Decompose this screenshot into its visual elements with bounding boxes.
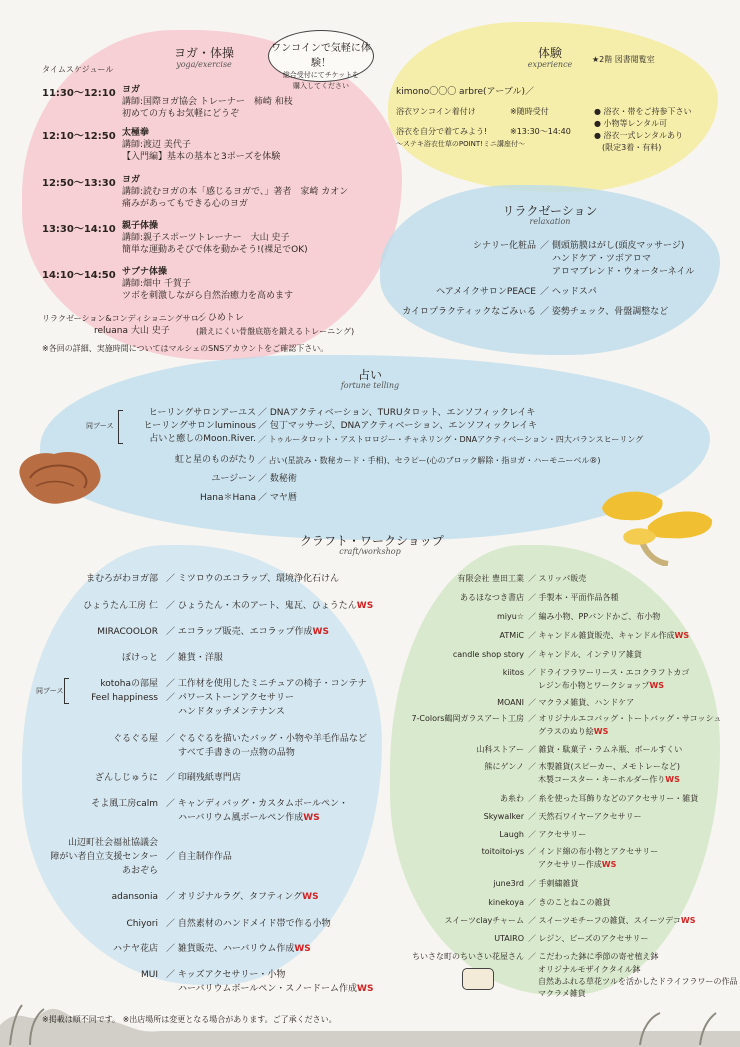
craft-vendor-name: adansonia	[111, 892, 158, 902]
yoga-line2: 【入門編】基本の基本と3ポーズを体験	[122, 152, 281, 162]
craft-desc-text: ／ こだわった鉢に季節の寄せ植え鉢	[528, 952, 659, 961]
craft-desc-text: すべて手書きの一点物の品物	[178, 748, 295, 758]
craft-vendor-name: candle shop story	[452, 650, 524, 659]
workshop-badge: WS	[649, 681, 665, 690]
craft-vendor-desc	[166, 918, 331, 930]
yoga-time: 12:10～12:50	[42, 131, 116, 142]
craft-desc-text: ／ 雑貨・駄菓子・ラムネ瓶、ボールすくい	[528, 745, 683, 754]
craft-vendor-name: ひょうたん工房 仁	[83, 601, 158, 611]
yoga-line2: 簡単な運動あそびで体を動かそう!(裸足でOK)	[122, 245, 308, 255]
craft-vendor-name: そよ風工房calm	[91, 799, 158, 809]
craft-vendor-desc	[528, 915, 695, 926]
experience-subtitle: experience	[527, 60, 573, 69]
craft-vendor-name: まむろがわヨガ部	[85, 574, 158, 584]
brown-mushroom-illustration	[14, 446, 106, 512]
fortune-name: ヒーリングサロンアーユス	[148, 408, 256, 418]
craft-vendor-name: ぽけっと	[121, 653, 158, 663]
craft-vendor-desc	[528, 761, 680, 772]
craft-vendor-desc	[166, 943, 311, 955]
craft-vendor-desc	[528, 573, 586, 584]
yoga-name: ヨガ	[122, 175, 141, 185]
workshop-badge: WS	[680, 916, 696, 925]
relaxation-name: カイロプラクティックなごみぃる	[402, 307, 536, 317]
craft-vendor-name: kiitos	[502, 668, 524, 677]
fortune-name: ヒーリングサロンluminous	[143, 421, 256, 431]
craft-vendor-desc	[166, 678, 367, 690]
yoga-name: サブナ体操	[122, 267, 168, 277]
yoga-line1: 講師:国際ヨガ協会 トレーナー 柿崎 和枝	[122, 97, 293, 107]
fortune-desc: ／ トゥルータロット・アストロロジー・チャネリング・DNAアクティベーション・四大バランスヒーリング	[258, 435, 644, 444]
workshop-badge: WS	[593, 727, 609, 736]
craft-desc-text: ／ 編み小物、PPバンドかご、布小物	[528, 612, 661, 621]
craft-desc-text: レジン布小物とワークショップ	[538, 681, 650, 690]
craft-vendor-name: ちいさな町のちいさい花屋さん	[412, 952, 524, 961]
craft-desc-text: ／ 自主制作作品	[166, 852, 232, 862]
craft-desc-text: グラスのぬり絵	[538, 727, 594, 736]
craft-desc-text: ／ 自然素材のハンドメイド帯で作る小物	[166, 919, 331, 929]
craft-vendor-desc	[166, 626, 329, 638]
craft-desc-text: ／ ドライフラワーリース・エコクラフトカゴ	[528, 668, 690, 677]
craft-vendor-desc	[178, 747, 295, 759]
craft-vendor-desc	[166, 600, 373, 612]
craft-vendor-name: ぐるぐる屋	[112, 734, 158, 744]
fortune-desc: ／ DNAアクティベーション、TURUタロット、エンソフィックレイキ	[258, 408, 536, 418]
craft-vendor-name: 山辺町社会福祉協議会	[67, 838, 158, 848]
craft-desc-text: ／ 雑貨・洋服	[166, 653, 223, 663]
craft-vendor-name: あるほなつき書店	[460, 593, 524, 602]
craft-desc-text: ハーバリウム風ボールペン作成	[178, 813, 304, 823]
craft-vendor-desc	[528, 811, 642, 822]
relax-salon-item: ／ ひめトレ	[196, 313, 244, 323]
craft-vendor-name: ハナヤ花店	[112, 944, 158, 954]
yoga-name: 太極拳	[122, 128, 150, 138]
experience-title: 体験	[537, 46, 562, 60]
craft-vendor-name: 熊にゲンノ	[484, 762, 524, 771]
craft-vendor-name: ざんしじゅうに	[94, 773, 158, 783]
craft-desc-text: ／ パワーストーンアクセサリー	[166, 693, 294, 703]
craft-desc-text: 木製コースター・キーホルダー作り	[538, 775, 666, 784]
craft-subtitle: craft/workshop	[339, 547, 401, 556]
fortune-desc: ／ マヤ暦	[258, 493, 297, 503]
craft-desc-text: ／ 天然石ワイヤーアクセサリー	[528, 812, 642, 821]
craft-vendor-name: Chiyori	[126, 919, 158, 929]
craft-desc-text: ／ 雑貨販売、ハーバリウム作成	[166, 944, 295, 954]
craft-vendor-desc	[178, 706, 285, 718]
craft-desc-text: マクラメ雑貨	[538, 989, 586, 998]
yoga-line1: 講師:読むヨガの本「感じるヨガで、」著者 家崎 カオン	[122, 187, 349, 197]
craft-desc-text: ／ 手製本・平面作品各種	[528, 593, 619, 602]
craft-desc-text: ／ キャンドル、インテリア雑貨	[528, 650, 642, 659]
craft-desc-text: ／ 手刺繍雑貨	[528, 879, 579, 888]
yoga-title: ヨガ・体操	[173, 46, 234, 60]
relax-salon-note: (鍛えにくい骨盤底筋を鍛えるトレーニング)	[196, 327, 355, 336]
craft-vendor-desc	[528, 793, 698, 804]
craft-desc-text: ／ 印刷残紙専門店	[166, 773, 241, 783]
yoga-time: 11:30～12:10	[42, 88, 116, 99]
craft-same-booth: 同ブース	[36, 687, 64, 695]
yoga-line2: 痛みがあってもできる心のヨガ	[122, 199, 248, 209]
fortune-name: 占いと癒しのMoon.River.	[149, 434, 256, 444]
craft-desc-text: ／ 糸を使った耳飾りなどのアクセサリー・雑貨	[528, 794, 699, 803]
fortune-title: 占い	[357, 368, 382, 382]
craft-desc-text: 自然あふれる草花ツルを活かしたドライフラワーの作品	[538, 977, 738, 986]
craft-desc-text: ／ インド綿の布小物とアクセサリー	[528, 847, 659, 856]
craft-vendor-name: あ糸わ	[500, 794, 524, 803]
craft-vendor-name: Skywalker	[483, 812, 524, 821]
relaxation-desc: ／ ヘッドスパ	[540, 287, 597, 297]
yoga-line1: 講師:畑中 千賀子	[122, 279, 191, 289]
yoga-name: ヨガ	[122, 85, 141, 95]
workshop-badge: WS	[665, 775, 680, 784]
bubble-sub-text-2: 購入してください	[293, 82, 349, 90]
craft-vendor-name: ATMiC	[499, 631, 524, 640]
relaxation-desc: ハンドケア・ツボアロマ	[552, 254, 651, 264]
craft-vendor-desc	[538, 859, 616, 870]
craft-vendor-desc	[538, 988, 586, 999]
experience-row1-right: ※随時受付	[510, 107, 549, 116]
craft-desc-text: ／ オリジナルエコバッグ・トートバッグ・サコッシュ	[528, 714, 722, 723]
craft-desc-text: オリジナルモザイクタイル鉢	[538, 965, 641, 974]
experience-note: ● 小物等レンタル可	[594, 119, 668, 128]
workshop-badge: WS	[357, 984, 374, 994]
craft-vendor-name: 山科ストアー	[476, 745, 524, 754]
craft-vendor-name: あおぞら	[121, 866, 158, 876]
workshop-badge: WS	[674, 631, 690, 640]
fortune-desc: ／ 占い(星読み・数秘カード・手相)、セラピー(心のブロック解除・指ヨガ・ハーモニーベル®)	[258, 456, 601, 465]
craft-vendor-desc	[166, 733, 367, 745]
bubble-main-text: ワンコインで気軽に体験！	[271, 43, 371, 69]
craft-desc-text: ／ キャンドル雑貨販売、キャンドル作成	[528, 631, 675, 640]
experience-row1-left: 浴衣ワンコイン着付け	[396, 107, 476, 116]
craft-title: クラフト・ワークショップ	[300, 534, 444, 548]
craft-desc-text: ／ エコラップ販売、エコラップ作成	[166, 627, 313, 637]
craft-vendor-desc	[528, 713, 721, 724]
craft-vendor-name: 7-Colors鶴岡ガラスアート工房	[411, 714, 524, 723]
craft-vendor-desc	[166, 652, 223, 664]
craft-vendor-name: 有限会社 豊田工業	[457, 574, 524, 583]
craft-vendor-name: MUI	[140, 970, 158, 980]
workshop-badge: WS	[302, 892, 319, 902]
relaxation-name: ヘアメイクサロンPEACE	[436, 287, 536, 297]
craft-vendor-name: Laugh	[499, 830, 524, 839]
craft-desc-text: ／ アクセサリー	[528, 830, 587, 839]
craft-vendor-desc	[538, 726, 608, 737]
time-schedule-label: タイムスケジュール	[42, 65, 114, 74]
craft-vendor-desc	[528, 829, 586, 840]
craft-desc-text: ハーバリウムボールペン・スノードーム作成	[178, 984, 358, 994]
craft-desc-text: ／ スイーツモチーフの雑貨、スイーツデコ	[528, 916, 681, 925]
craft-vendor-desc	[528, 878, 579, 889]
craft-vendor-desc	[528, 630, 689, 641]
craft-vendor-desc	[166, 851, 232, 863]
workshop-badge: WS	[312, 627, 329, 637]
signboard-illustration	[462, 968, 494, 990]
craft-vendor-desc	[166, 798, 348, 810]
craft-vendor-desc	[528, 649, 642, 660]
craft-vendor-name: kinekoya	[488, 898, 524, 907]
relax-salon-label: リラクゼーション&コンディショニングサロン	[42, 314, 207, 323]
experience-row2-sub: ～ステキ浴衣仕草のPOINT!ミニ講座付～	[396, 140, 525, 148]
craft-vendor-desc	[528, 897, 611, 908]
craft-desc-text: ／ レジン、ビーズのアクセサリー	[528, 934, 649, 943]
craft-vendor-desc	[528, 933, 649, 944]
craft-vendor-name: スイーツclayチャーム	[444, 916, 524, 925]
experience-row2-right: ※13:30～14:40	[510, 127, 571, 136]
craft-vendor-desc	[538, 680, 664, 691]
craft-desc-text: ／ ミツロウのエコラップ、環境浄化石けん	[166, 574, 339, 584]
craft-desc-text: ／ きのことねこの雑貨	[528, 898, 611, 907]
one-coin-bubble	[268, 30, 374, 90]
craft-vendor-desc	[166, 573, 339, 585]
fortune-desc: ／ 数秘術	[258, 474, 297, 484]
craft-vendor-desc	[528, 697, 634, 708]
craft-desc-text: ／ ぐるぐるを描いたバッグ・小物や羊毛作品など	[166, 734, 367, 744]
craft-vendor-desc	[178, 983, 373, 995]
craft-vendor-desc	[528, 744, 682, 755]
craft-vendor-desc	[166, 772, 241, 784]
craft-vendor-name: 障がい者自立支援センター	[50, 852, 158, 862]
footer-note: ※掲載は順不同です。 ※出店場所は変更となる場合があります。ご了承ください。	[42, 1015, 337, 1024]
craft-vendor-desc	[166, 891, 319, 903]
relaxation-desc: アロマブレンド・ウォーターネイル	[552, 267, 695, 277]
yoga-time: 13:30～14:10	[42, 224, 116, 235]
craft-vendor-name: MOANI	[497, 698, 524, 707]
craft-desc-text: ／ キャンディバッグ・カスタムボールペン・	[166, 799, 348, 809]
yoga-line1: 講師:親子スポーツトレーナー 大山 史子	[122, 233, 290, 243]
craft-vendor-desc	[528, 951, 658, 962]
craft-vendor-desc	[166, 692, 294, 704]
fortune-name: Hana＊Hana	[199, 493, 256, 503]
craft-vendor-desc	[178, 812, 320, 824]
experience-note: ● 浴衣・帯をご持参下さい	[594, 107, 692, 116]
craft-vendor-name: UTAIRO	[494, 934, 524, 943]
fortune-name: 虹と星のものがたり	[174, 455, 256, 465]
workshop-badge: WS	[356, 601, 374, 611]
craft-vendor-name: toitoitoi-ys	[481, 847, 524, 856]
craft-vendor-desc	[528, 611, 660, 622]
relaxation-subtitle: relaxation	[529, 217, 571, 226]
craft-desc-text: ／ 工作材を使用したミニチュアの椅子・コンテナ	[166, 679, 367, 689]
yoga-footnote: ※各回の詳細、実施時間についてはマルシェのSNSアカウントをご確認下さい。	[42, 344, 329, 353]
yellow-mushroom-illustration	[598, 486, 718, 566]
craft-vendor-desc	[528, 592, 619, 603]
craft-vendor-desc	[166, 969, 285, 981]
craft-vendor-name: kotohaの部屋	[100, 679, 158, 689]
bubble-sub-text-1: 総合受付にてチケットを	[282, 71, 360, 79]
yoga-line1: 講師:渡辺 美代子	[122, 140, 191, 150]
craft-desc-text: ／ オリジナルラグ、タフティング	[166, 892, 303, 902]
fortune-name: ユージーン	[211, 474, 256, 484]
workshop-badge: WS	[303, 813, 320, 823]
experience-note: ● 浴衣一式レンタルあり	[594, 131, 684, 140]
craft-vendor-desc	[538, 976, 738, 987]
experience-org: kimono〇〇〇 arbre(アーブル)／	[396, 87, 534, 97]
relax-salon-name: reluana 大山 史子	[94, 326, 170, 336]
craft-desc-text: ／ ひょうたん・木のアート、鬼瓦、ひょうたん	[166, 601, 357, 611]
experience-row2-left: 浴衣を自分で着てみよう!	[396, 127, 488, 136]
craft-vendor-desc	[538, 964, 641, 975]
craft-desc-text: ハンドタッチメンテナンス	[178, 707, 285, 717]
craft-vendor-desc	[538, 774, 680, 785]
craft-vendor-name: MIRACOOLOR	[97, 627, 158, 637]
craft-vendor-desc	[528, 846, 658, 857]
yoga-time: 14:10～14:50	[42, 270, 116, 281]
relaxation-title: リラクゼーション	[502, 204, 598, 218]
fortune-same-booth: 同ブース	[86, 422, 114, 430]
craft-desc-text: ／ 木製雑貨(スピーカー、メモトレーなど)	[528, 762, 680, 771]
yoga-line2: ツボを刺激しながら自然治癒力を高めます	[122, 291, 294, 301]
yoga-subtitle: yoga/exercise	[176, 60, 232, 69]
craft-vendor-name: june3rd	[493, 879, 524, 888]
relaxation-name: シナリー化粧品	[472, 241, 536, 251]
fortune-subtitle: fortune telling	[340, 381, 400, 390]
fortune-desc: ／ 包丁マッサージ、DNAアクティベーション、エンソフィックレイキ	[258, 421, 538, 431]
yoga-name: 親子体操	[122, 221, 159, 231]
craft-vendor-desc	[528, 667, 689, 678]
yoga-time: 12:50～13:30	[42, 178, 116, 189]
craft-desc-text: ／ マクラメ雑貨、ハンドケア	[528, 698, 635, 707]
craft-desc-text: アクセサリー作成	[538, 860, 602, 869]
yoga-line2: 初めての方もお気軽にどうぞ	[122, 109, 240, 119]
workshop-badge: WS	[294, 944, 311, 954]
experience-location: ★2階 図書閲覧室	[592, 55, 655, 64]
craft-vendor-name: Feel happiness	[91, 693, 158, 703]
experience-note: (限定3着・有料)	[602, 143, 662, 152]
relaxation-desc: ／ 側頭筋膜はがし(頭皮マッサージ)	[540, 241, 685, 251]
craft-desc-text: ／ キッズアクセサリー・小物	[166, 970, 286, 980]
workshop-badge: WS	[601, 860, 617, 869]
relaxation-desc: ／ 姿勢チェック、骨盤調整など	[540, 307, 669, 317]
craft-vendor-name: miyu☆	[497, 612, 524, 621]
craft-desc-text: ／ スリッパ販売	[528, 574, 587, 583]
